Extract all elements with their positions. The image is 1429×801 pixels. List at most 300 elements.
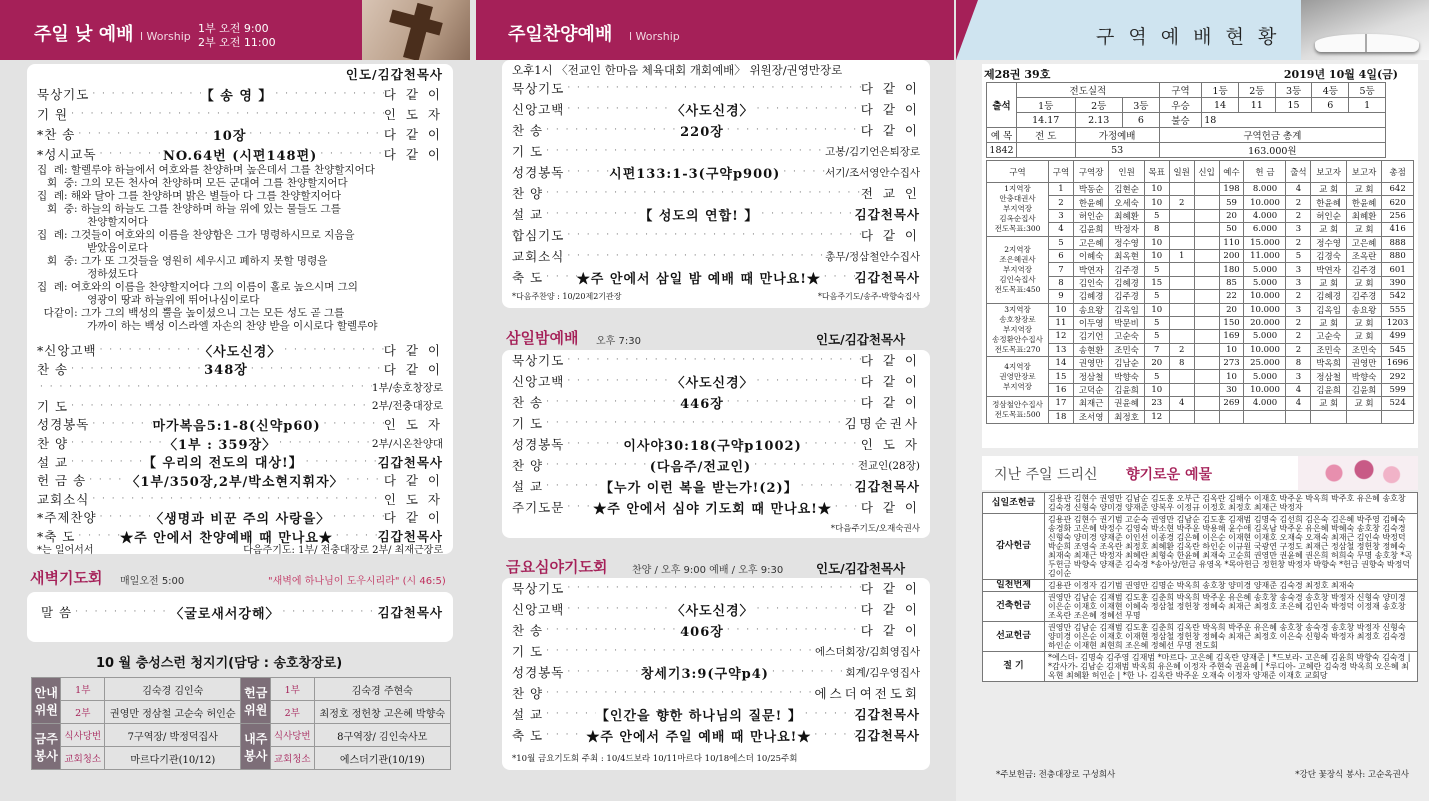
responsive-line: 가까이 하는 백성 이스라엘 자손의 찬양 받을 이시로다 할렐루야 [37,320,378,332]
grid-cell [1169,303,1194,316]
order-item: 〈생명과 비꾼 주의 사랑을〉 [150,511,331,527]
grid-cell: 390 [1382,276,1414,289]
order-row [512,497,920,517]
leader-dots [802,709,855,719]
order-item: (다음주/전교인) [649,459,752,475]
grid-cell: 10 [1144,183,1169,196]
order-leader: 다 같 이 [383,147,443,162]
grid-cell: 85 [1219,276,1244,289]
order-item: 10장 [212,128,247,144]
grid-cell: 김윤희 [1346,383,1381,396]
grid-head-cell: 인원 [1109,161,1144,183]
table-row [987,236,1414,249]
grid-cell: 2 [1286,290,1311,303]
order-label: 성경봉독 [512,165,565,180]
leader-dots [543,188,861,198]
offering-key: 헌금 위원 [241,678,270,724]
grid-cell: 한윤혜 [1073,196,1108,209]
grid-cell: 599 [1382,383,1414,396]
order-item: 〈1부/350장,2부/박소현지휘자〉 [126,474,344,490]
grid-cell: 200 [1219,249,1244,262]
leader-dots [543,125,680,135]
grid-cell: 교 회 [1311,316,1346,329]
grid-cell [1169,223,1194,236]
order-leader: 김갑천목사 [854,479,920,494]
grid-cell [1194,357,1219,370]
grid-cell: 150 [1219,316,1244,329]
grid-cell: 416 [1382,223,1414,236]
table-row [987,263,1414,276]
grid-cell: 16 [1049,383,1074,396]
grid-cell [1194,196,1219,209]
leader-dots [330,512,384,522]
order-row [37,104,443,124]
table-row [987,249,1414,262]
order-label: 기 도 [512,644,544,659]
grid-cell: 교 회 [1311,397,1346,410]
sunday-service-column [0,0,470,801]
grid-cell: 권윤혜 [1109,397,1144,410]
leader-dots [564,604,671,614]
order-row [37,377,443,397]
flowers-image [1298,456,1418,490]
order-row [512,78,920,98]
grid-cell: 권영만 [1346,357,1381,370]
offering-row [983,652,1418,682]
grid-cell [1194,410,1219,423]
leader-dots [543,625,680,635]
order-label: 설 교 [512,707,544,722]
order-item: 【인간을 향한 하나님의 질문! 】 [595,708,802,724]
order-row [512,662,920,682]
leader-dots [564,83,861,93]
grid-cell: 고은혜 [1073,236,1108,249]
grid-cell: 3 [1049,209,1074,222]
offering-banner [982,456,1418,490]
leader-dots [564,376,671,386]
grid-cell [1194,223,1219,236]
grid-cell: 5 [1144,330,1169,343]
order-row [37,396,443,416]
offering-names: 김용관 김현수 권기범 고순숙 권영만 김남순 김도훈 김재범 김명숙 김선희 김은숙 김은혜 박주영 김혜숙 송경화 고은혜 박정수 김영숙 박소현 박주운 박용해 윤수애 김옥남 박주운 유은혜 박혜숙 송호창 김숙경 신형숙 양미경 양재준 이인선 이종경 김은혜 이은순 이재현 이재호 오재숙 오재숙 최재근 김인숙 박정덕 박순희 조영숙 조옥란 최정호 최혜환 김옥란 하인순 이규원 국광연 구정도 최재근 정삼철 정헌창 정혜숙 최재숙 최재근 박정자 최혜란 최형숙 한윤혜 최재숙 고순희 권영만 권윤혜 권은희 허희숙 무명 송호창 *곡두헌금 박향숙 양재준 김숙경 *송아상/헌금 유영옥 *목아헌금 정헌창 박정자 박향숙 *헌금 권향숙 박정덕 김이순 [1045,514,1418,580]
grid-cell: 10 [1049,303,1074,316]
bulletin-offering-note: *주보헌금: 전충대장로 구성희사 [996,770,1116,780]
event-line: 오후1시 〈전교인 한마음 체육대회 개회예배〉 위원장/권영만장로 [512,63,843,77]
leader-dots [97,345,200,355]
order-leader: 김갑천목사 [377,454,443,470]
grid-cell: 최재근 [1073,397,1108,410]
grid-cell [1194,236,1219,249]
grid-head-cell: 목표 [1144,161,1169,183]
grid-cell [1244,410,1286,423]
order-item: 〈사도신경〉 [199,344,282,360]
offering-row [983,580,1418,592]
leader-dots [543,709,596,719]
order-item: ★주 안에서 주일 예배 때 만나요!★ [586,729,812,745]
grid-cell: 10.000 [1244,196,1286,209]
grid-cell: 5 [1144,209,1169,222]
order-label: *주제찬양 [37,510,97,526]
grid-cell: 김옥임 [1109,303,1144,316]
wednesday-note: *다음주기도/오재숙권사 [830,524,920,534]
order-row [37,84,443,104]
order-label: 찬 송 [512,395,544,410]
leader-dots [89,419,152,429]
order-leader: 김갑천목사 [854,207,920,222]
order-leader: 다 같 이 [860,623,920,638]
order-row [37,433,443,453]
grid-cell: 2 [1049,196,1074,209]
responsive-line: 집 례: 해와 달아 그를 찬양하며 밝은 별들아 다 그를 찬양할지어다 [37,190,341,202]
order-label: 성경봉독 [512,437,565,452]
leader-dots [317,149,383,159]
order-row [37,414,443,434]
grid-head-cell: 신입 [1194,161,1219,183]
friday-presider: 인도/김갑천목사 [816,561,906,576]
grid-cell: 4.000 [1244,209,1286,222]
order-item: 〈사도신경〉 [671,375,754,391]
order-item: 이사야30:18(구약p1002) [623,438,802,454]
offering-row [983,514,1418,580]
grid-cell: 9 [1049,290,1074,303]
grid-cell [1219,410,1244,423]
leader-dots [543,646,815,656]
grid-cell: 박동순 [1073,183,1108,196]
wednesday-order-list [512,350,920,518]
grid-cell: 10 [1219,370,1244,383]
order-leader: 2부/시온찬양대 [371,437,443,450]
grid-cell: 2 [1286,236,1311,249]
friday-time: 찬양 / 오후 9:00 예배 / 오후 9:30 [632,565,784,576]
order-leader: 1부/송호창장로 [371,381,443,394]
grid-cell: 5.000 [1244,370,1286,383]
grid-cell: 김주경 [1109,290,1144,303]
district-header [956,0,1429,60]
next-week-key: 내주 봉사 [241,724,270,770]
grid-cell: 교 회 [1346,397,1381,410]
dawn-preacher: 김갑천목사 [377,605,443,620]
offering-row [983,622,1418,652]
order-item: NO.64번 (시편148편) [163,148,318,164]
grid-cell: 524 [1382,397,1414,410]
leader-dots [780,167,825,177]
friday-note: *10월 금요기도회 주최 : 10/4드보라 10/11마르다 10/18에스더 10/25주회 [512,754,798,764]
grid-cell: 김옥임 [1311,303,1346,316]
grid-cell: 조민숙 [1311,343,1346,356]
order-label: 찬 양 [37,436,69,451]
leader-dots [272,89,383,99]
order-label: 기 도 [512,416,544,431]
grid-cell: 고순숙 [1311,330,1346,343]
grid-head-cell: 구역 [987,161,1049,183]
grid-cell: 2 [1286,209,1311,222]
order-item: 220장 [680,124,724,140]
grid-cell: 김혜경 [1073,290,1108,303]
grid-cell [1169,410,1194,423]
offering-category: 감사헌금 [983,514,1045,580]
header-title: 주일 낮 예배 [34,24,134,45]
table-row [987,183,1414,196]
grid-cell: 15 [1049,370,1074,383]
grid-cell [1194,209,1219,222]
header-subtitle: l Worship [140,30,191,43]
order-leader: 전 교 인 [860,186,920,201]
order-leader: 다 같 이 [860,581,920,596]
grid-cell: 880 [1382,249,1414,262]
praise-service-header [476,0,954,60]
table-row [987,383,1414,396]
praise-order-list [512,78,920,288]
wednesday-presider: 인도/김갑천목사 [816,332,906,347]
leader-dots [543,730,586,740]
order-label: 축 도 [512,728,544,743]
order-row [37,507,443,527]
order-label: 교회소식 [512,249,565,264]
offering-table [982,492,1418,682]
leader-dots [798,481,855,491]
order-label: *신앙고백 [37,343,97,358]
grid-cell: 6 [1049,249,1074,262]
grid-cell: 박옥희 [1311,357,1346,370]
leader-dots [97,512,151,522]
wooden-cross-image [362,0,470,60]
order-label: 기 도 [512,144,544,159]
order-label: 신앙고백 [512,374,565,389]
grid-cell: 601 [1382,263,1414,276]
grid-cell: 송요왕 [1346,303,1381,316]
order-leader: 김명순권사 [844,416,920,431]
grid-cell: 박연자 [1311,263,1346,276]
order-item: 【누가 이런 복을 받는가!(2)】 [600,480,798,496]
grid-cell: 5 [1144,263,1169,276]
leader-dots [754,376,861,386]
friday-card [502,578,930,770]
order-label: 성경봉독 [37,417,90,433]
responsive-line: 영광이 땅과 하늘위에 뛰어나심이로다 [37,294,260,306]
grid-cell: 20 [1144,357,1169,370]
offering-category: 건축헌금 [983,592,1045,622]
order-row [37,489,443,509]
order-row [37,124,443,144]
leader-dots [564,167,609,177]
grid-head-cell: 총점 [1382,161,1414,183]
order-row [512,162,920,182]
responsive-line: 회 중: 하늘의 하늘도 그를 찬양하며 하늘 위에 있는 물들도 그를 [37,203,341,215]
grid-cell: 23 [1144,397,1169,410]
order-label: *성시교독 [37,147,97,162]
presider-label: 인도/김갑천목사 [345,67,443,82]
offering-category: 절 기 [983,652,1045,682]
grid-head-cell: 구역 [1049,161,1074,183]
grid-cell [1194,276,1219,289]
offering-category: 일천번제 [983,580,1045,592]
grid-head-cell: 일원 [1169,161,1194,183]
leader-dots [246,129,383,139]
order-row [512,725,920,745]
standing-note: *는 일어서서 [37,544,94,556]
grid-cell: 교 회 [1311,183,1346,196]
grid-cell: 최옥현 [1109,249,1144,262]
grid-cell: 2 [1286,196,1311,209]
order-label: 설 교 [37,454,69,470]
header-title: 구 역 예 배 현 황 [1096,26,1281,48]
grid-cell: 20.000 [1244,316,1286,329]
leader-dots [832,502,861,512]
order-row [512,204,920,224]
grid-cell: 3 [1286,263,1311,276]
grid-cell: 10.000 [1244,290,1286,303]
leader-dots [811,730,854,740]
wednesday-title: 삼일밤예배 [506,329,579,347]
grid-cell: 50 [1219,223,1244,236]
order-row [512,350,920,370]
leader-dots [543,397,680,407]
grid-cell: 20 [1219,303,1244,316]
grid-cell: 박정자 [1109,223,1144,236]
order-label: *축 도 [37,529,76,544]
order-leader: 에스더여전도회 [814,686,920,701]
order-row [512,413,920,433]
grid-cell [1169,383,1194,396]
leader-dots [751,460,858,470]
grid-cell [1194,316,1219,329]
issue-date: 2019년 10월 4일(금) [1283,68,1398,81]
order-row [512,183,920,203]
grid-cell: 교 회 [1346,183,1381,196]
grid-cell: 269 [1219,397,1244,410]
grid-cell: 허인순 [1311,209,1346,222]
order-leader: 다 같 이 [383,87,443,102]
offering-names: 권영만 김남순 김재범 김도훈 김춘희 김옥란 박옥희 박주운 유은혜 송호창 송숙경 송호창 박정자 신형숙 양미경 이은순 이재호 이재현 정삼철 정헌창 정혜숙 최재근 최정호 이은숙 신형숙 박정자 최정호 김숙경 하인순 이재현 최현희 조은혜 정혜선 무명 전도회 [1045,622,1418,652]
leader-dots [68,364,204,374]
grid-cell: 김윤희 [1073,223,1108,236]
grid-header [987,161,1414,183]
offering-category: 십일조헌금 [983,493,1045,514]
order-leader: 다 같 이 [860,374,920,389]
grid-cell: 7 [1049,263,1074,276]
grid-cell: 3 [1286,223,1311,236]
order-label: 묵상기도 [37,87,90,102]
order-row [512,267,920,287]
responsive-line: 다같이: 그가 그의 백성의 뿔을 높이셨으니 그는 모든 성도 곧 그를 [37,307,345,319]
district-report [982,64,1418,448]
order-row [512,434,920,454]
grid-cell: 18 [1049,410,1074,423]
dawn-prayer-time: 매일오전 5:00 [120,576,185,587]
order-label: 설 교 [512,207,544,222]
table-row [987,290,1414,303]
leader-dots [821,272,855,282]
leader-dots [97,149,163,159]
grid-cell: 이혜숙 [1073,249,1108,262]
grid-cell: 620 [1382,196,1414,209]
grid-cell: 256 [1382,209,1414,222]
responsive-reading [37,164,443,333]
order-label: *찬 송 [37,127,76,142]
grid-cell: 2 [1286,316,1311,329]
grid-cell: 8 [1049,276,1074,289]
order-label: 축 도 [512,270,544,285]
grid-cell: 10 [1144,303,1169,316]
grid-cell: 10 [1144,236,1169,249]
grid-cell: 7 [1144,343,1169,356]
responsive-line: 정하셨도다 [37,268,138,280]
order-label: 주기도문 [512,500,565,515]
order-leader: 다 같 이 [860,228,920,243]
order-label: 신앙고백 [512,102,565,117]
order-item: 446장 [680,396,724,412]
responsive-line: 집 례: 여호와의 이름을 찬양할지어다 그의 이름이 홀로 높으시며 그의 [37,281,358,293]
grid-cell: 20 [1219,209,1244,222]
grid-cell: 교 회 [1346,316,1381,329]
wednesday-time: 오후 7:30 [596,336,641,347]
responsive-line: 받았음이로다 [37,242,148,254]
grid-cell: 11 [1049,316,1074,329]
grid-cell: 8 [1169,357,1194,370]
grid-cell: 8.000 [1244,183,1286,196]
leader-dots [543,460,650,470]
order-leader: 전교인(28장) [857,459,920,472]
order-row [512,683,920,703]
district-grid [986,160,1414,424]
order-leader: 총무/정삼철안수집사 [825,250,920,263]
order-leader: 고봉/김기언은퇴장로 [825,145,920,158]
grid-cell: 10.000 [1244,343,1286,356]
friday-order-list [512,578,920,746]
order-item: 【 송 영 】 [200,88,273,104]
order-item: 〈사도신경〉 [671,103,754,119]
leader-dots [754,104,861,114]
grid-cell: 2 [1286,330,1311,343]
grid-cell: 김남순 [1109,357,1144,370]
leader-dots [543,146,825,156]
grid-cell [1194,263,1219,276]
grid-cell: 조민숙 [1346,343,1381,356]
order-label: 설 교 [512,479,544,494]
grid-cell: 22 [1219,290,1244,303]
grid-cell: 555 [1382,303,1414,316]
order-label: 기 원 [37,107,69,122]
grid-cell [1382,410,1414,423]
offering-names: *에스더- 김명숙 김주영 김재범 *마르다- 고은혜 김옥란 양재준 | *드보라- 고은혜 김윤희 박향숙 김숙경 | *감사가- 김남순 김재범 박옥희 유은혜 이정자 주현숙 권윤혜 | *루디아- 고혜란 김숙경 박옥희 오은혜 최옥현 최혜환 허인순 | *한 나- 김옥란 박주운 오재숙 이정자 양재준 이재호 교회당 [1045,652,1418,682]
grid-cell: 이두영 [1073,316,1108,329]
grid-cell: 1 [1049,183,1074,196]
service-time-1: 1부 오전 9:00 [198,22,269,35]
grid-head-cell: 구역장 [1073,161,1108,183]
grid-cell: 4 [1169,397,1194,410]
next-prayer-note: 다음주기도: 1부/ 전충대장로 2부/ 최재근장로 [243,544,443,556]
table-row [987,196,1414,209]
grid-cell: 15.000 [1244,236,1286,249]
order-label: 합심기도 [512,228,565,243]
district-group: 4지역장 권영만장로 부지역장 [987,357,1049,397]
next-prayer-note: *다음주기도/송주-박향숙집사 [817,291,920,301]
grid-cell: 정삼철 [1073,370,1108,383]
order-row [37,470,443,490]
grid-cell: 박연자 [1073,263,1108,276]
district-group: 1지역장 안충대권사 부지역장 김옥순집사 전도목표:300 [987,183,1049,237]
order-leader: 다 같 이 [860,81,920,96]
grid-cell: 2 [1286,343,1311,356]
leader-dots [37,382,372,392]
grid-cell: 조민숙 [1109,343,1144,356]
order-row [512,641,920,661]
order-leader: 김갑천목사 [854,270,920,285]
grid-cell: 정삼철 [1311,370,1346,383]
table-row [987,357,1414,370]
grid-cell: 3 [1286,276,1311,289]
order-item: ★주 안에서 삼일 밤 예배 때 만나요!★ [576,271,821,287]
